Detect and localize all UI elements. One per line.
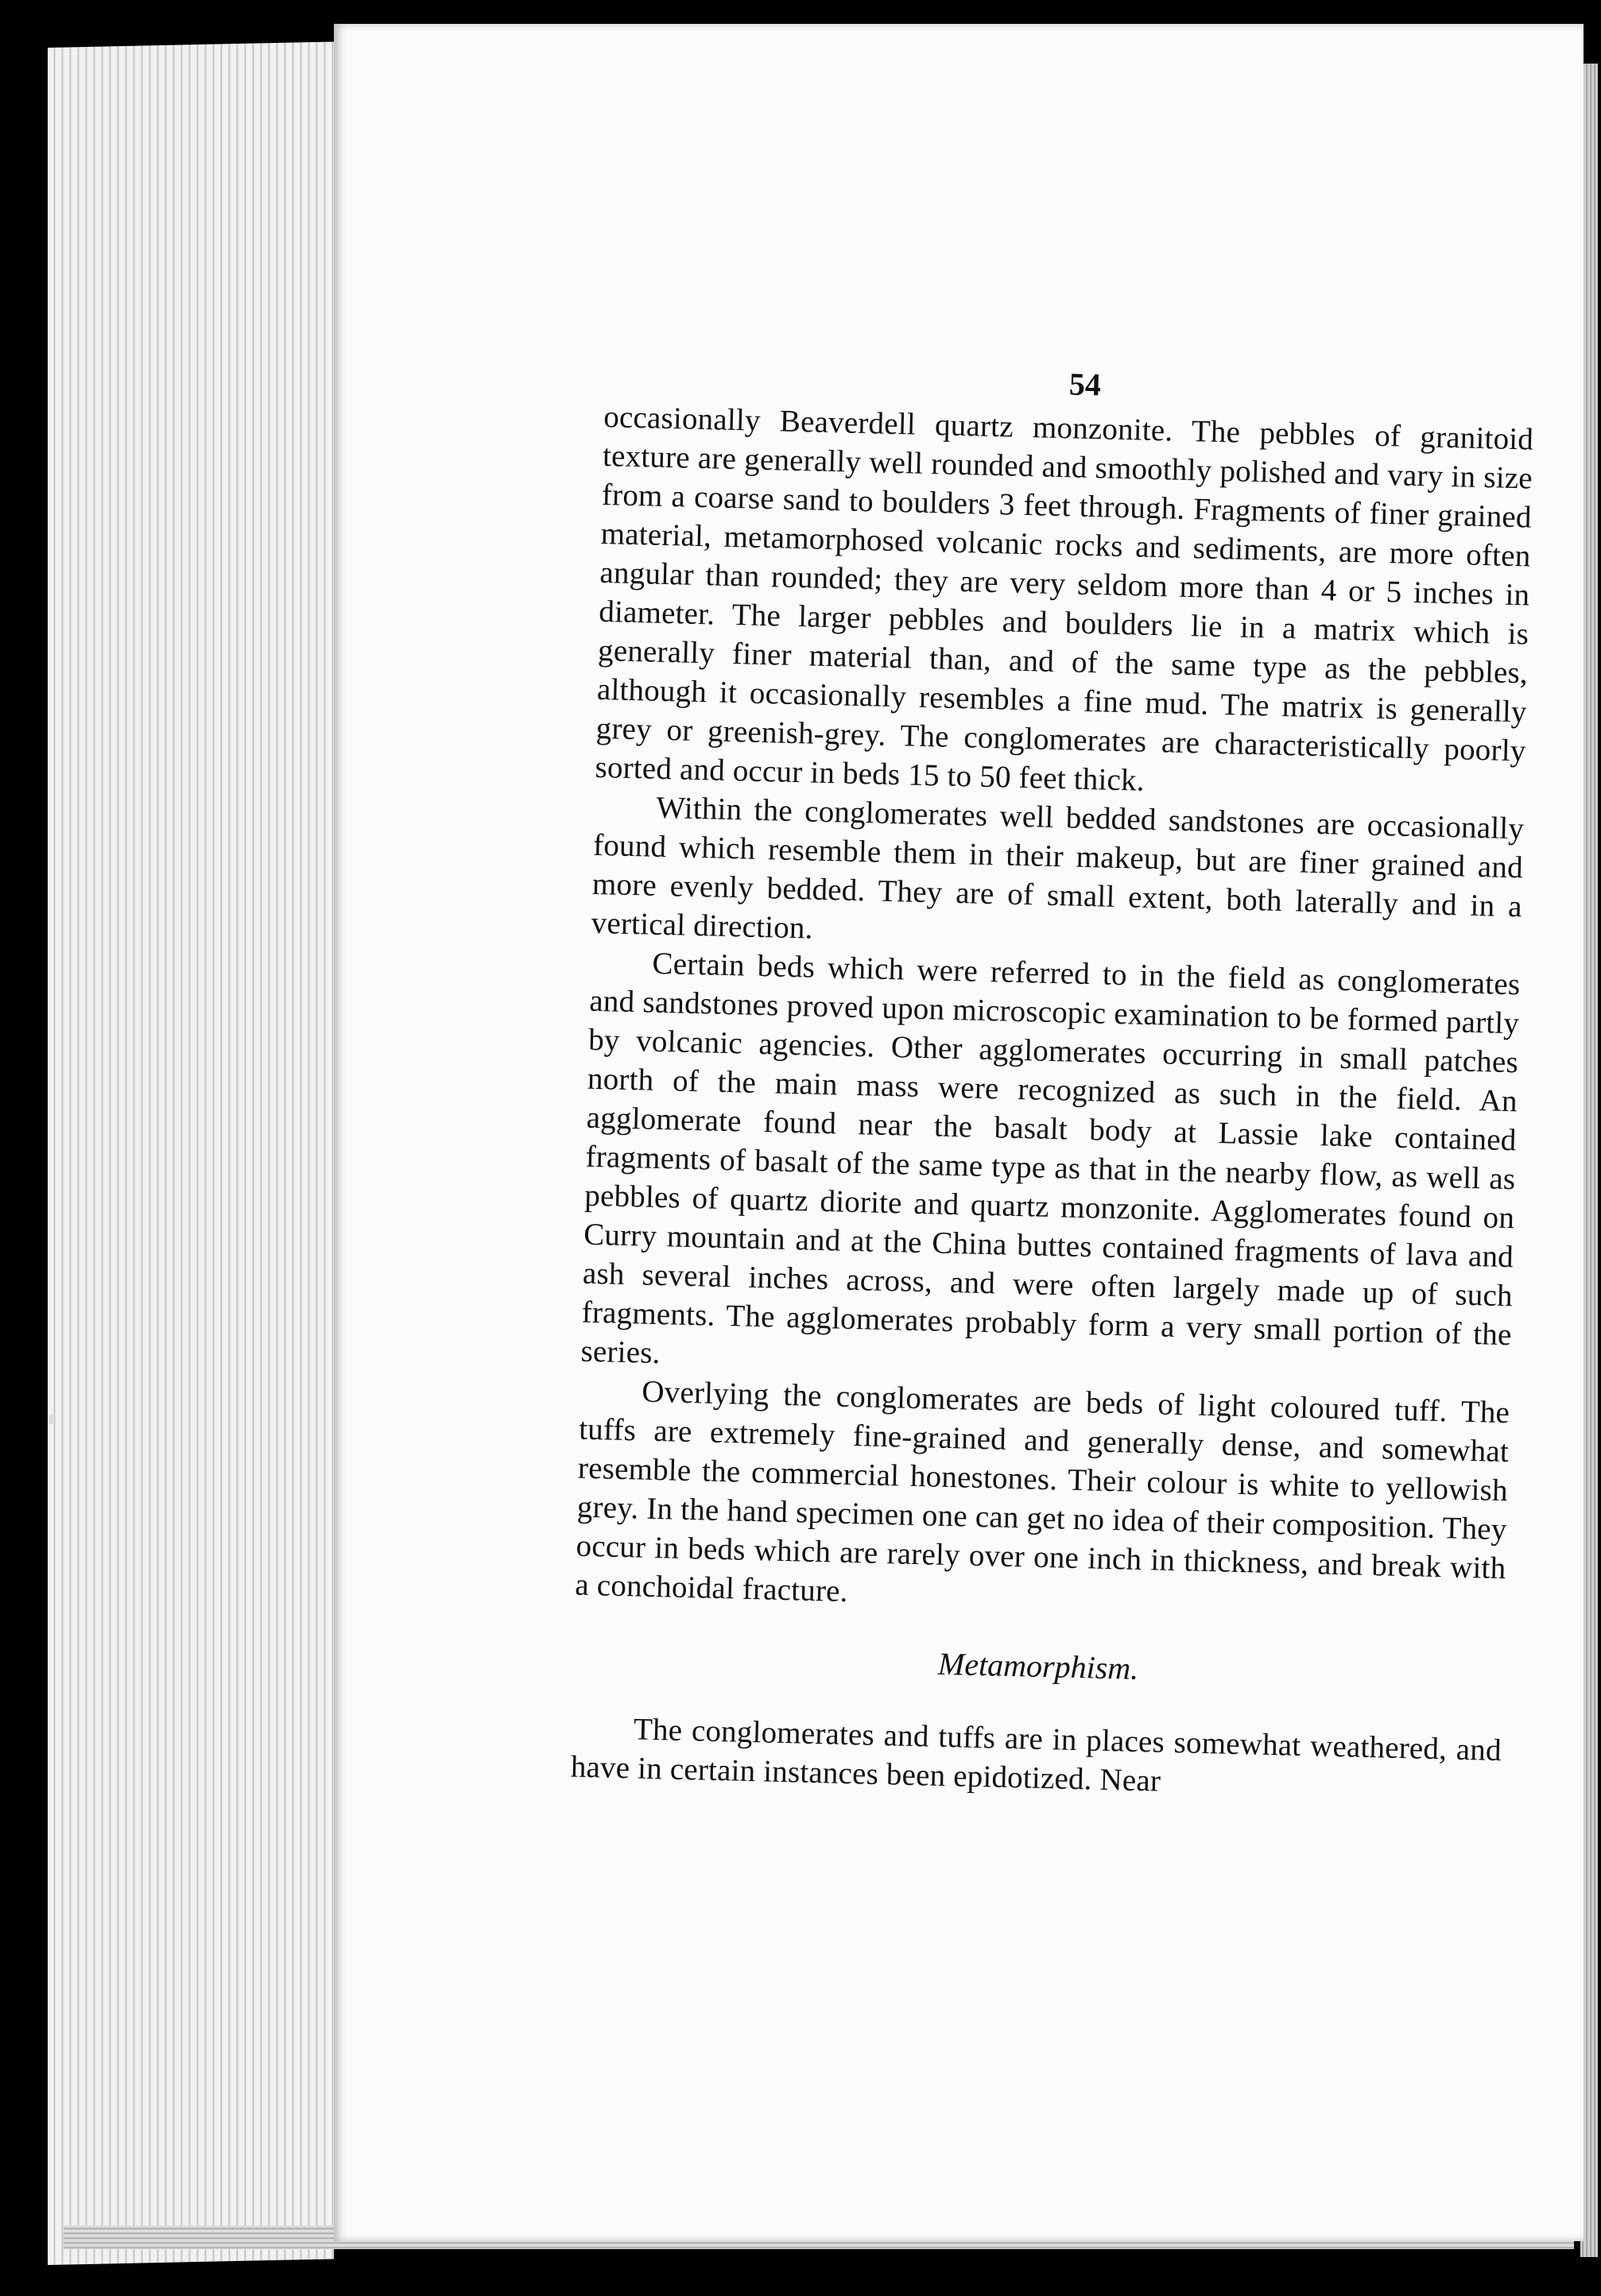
paragraph-metamorphism: The conglomerates and tuffs are in places somewhat weathered, and have in certain instances been epidotized. Near [570, 1712, 1502, 1798]
scan-artifact [49, 1415, 54, 1424]
section-heading-metamorphism: Metamorphism. [937, 1645, 1139, 1686]
page-stack-edges [48, 41, 334, 2265]
page-body [570, 397, 1533, 1809]
book-page [334, 24, 1584, 2241]
paragraph-tuffs: Overlying the conglomerates are beds of light coloured tuff. The tuffs are extremely fine-grained and generally dense, and somewhat resemble the commercial honestones. Their colour is white to yellowish grey. In the hand specimen one can get no idea of their composition. They occur in beds which are rarely over one inch in thickness, and break with a conchoidal fracture. [574, 1374, 1510, 1609]
paragraph-conglomerate-pebbles: occasionally Beaverdell quartz monzonite. The pebbles of granitoid texture are generally well rounded and smoothly polished and vary in size from a coarse sand to boulders 3 feet through. Fragments of finer grained material, metamorphosed volcanic rocks and sediments, are more often angular than rounded; they are very seldom more than 4 or 5 inches in diameter. The larger pebbles and boulders lie in a matrix which is generally finer material than, and of the same type as the pebbles, although it occasionally resembles a fine mud. The matrix is generally grey or greenish-grey. The conglomerates are characteristically poorly sorted and occur in beds 15 to 50 feet thick. [595, 399, 1534, 798]
paragraph-agglomerates: Certain beds which were referred to in the field as conglomerates and sandstones proved upon microscopic examination to be formed partly by volcanic agencies. Other agglomerates occurring in small patches north of the main mass were recognized as such in the field. An agglomerate found near the basalt body at Lassie lake contained fragments of basalt of the same type as that in the nearby flow, as well as pebbles of quartz diorite and quartz monzonite. Agglomerates found on Curry mountain and at the China buttes contained fragments of lava and ash several inches across, and were often largely made up of such fragments. The agglomerates probably form a very small portion of the series. [580, 946, 1521, 1371]
page-number: 54 [1068, 366, 1102, 403]
paragraph-sandstones: Within the conglomerates well bedded sandstones are occasionally found which resemble them in their makeup, but are finer grained and more evenly bedded. They are of small extent, both laterally and in a vertical direction. [591, 790, 1525, 946]
